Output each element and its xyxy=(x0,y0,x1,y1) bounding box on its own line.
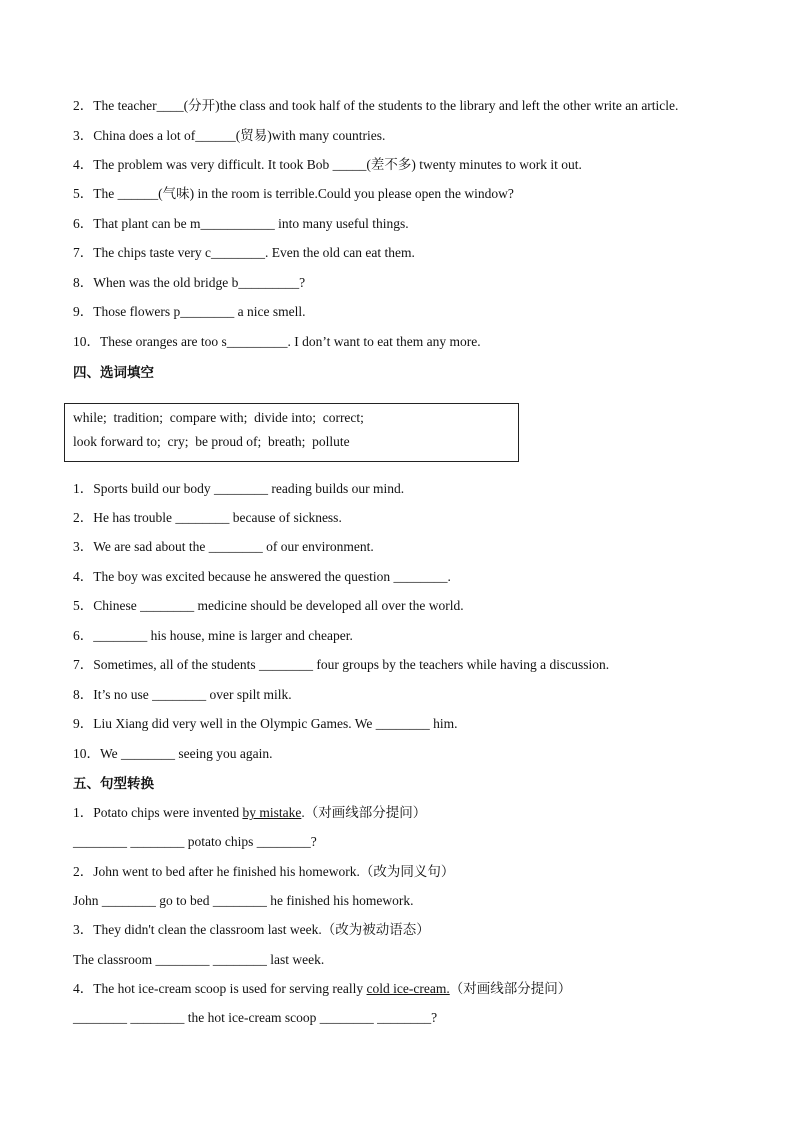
section4-item-2: 2．He has trouble ________ because of sickness. xyxy=(73,510,342,525)
section3-item-10: 10．These oranges are too s_________. I don’t want to eat them any more. xyxy=(73,334,481,349)
section3-item-7: 7．The chips taste very c________. Even the old can eat them. xyxy=(73,245,415,260)
section4-item-9: 9．Liu Xiang did very well in the Olympic Games. We ________ him. xyxy=(73,716,458,731)
section4-item-7: 7．Sometimes, all of the students ________ four groups by the teachers while having a discussion. xyxy=(73,657,610,672)
word-bank-line-1: while; tradition; compare with; divide into; correct; xyxy=(73,410,364,425)
section5-q3-answer: The classroom ________ ________ last week. xyxy=(73,952,325,967)
word-bank-box xyxy=(64,403,519,462)
section5-q1-answer: ________ ________ potato chips ________? xyxy=(73,834,317,849)
section4-item-5: 5．Chinese ________ medicine should be developed all over the world. xyxy=(73,598,464,613)
section3-item-9: 9．Those flowers p________ a nice smell. xyxy=(73,304,306,319)
q1-text-post: .（对画线部分提问） xyxy=(301,805,427,820)
section3-item-6: 6．That plant can be m___________ into many useful things. xyxy=(73,216,409,231)
section5-q2-answer: John ________ go to bed ________ he finished his homework. xyxy=(73,893,414,908)
section4-item-8: 8．It’s no use ________ over spilt milk. xyxy=(73,687,292,702)
section3-item-8: 8．When was the old bridge b_________? xyxy=(73,275,306,290)
q1-underlined-phrase: by mistake xyxy=(242,805,302,820)
section4-item-10: 10．We ________ seeing you again. xyxy=(73,746,273,761)
section5-title: 五、句型转换 xyxy=(73,776,154,792)
section4-item-4: 4．The boy was excited because he answered the question ________. xyxy=(73,569,451,584)
section4-item-6: 6．________ his house, mine is larger and cheaper. xyxy=(73,628,353,643)
section5-q1 xyxy=(73,804,426,822)
section3-item-3: 3．China does a lot of______(贸易)with many countries. xyxy=(73,128,386,143)
section4-title: 四、选词填空 xyxy=(73,365,154,381)
q4-text-pre: 4．The hot ice-cream scoop is used for serving really xyxy=(73,981,367,996)
section5-q2: 2．John went to bed after he finished his homework.（改为同义句） xyxy=(73,864,455,879)
section5-q4-answer: ________ ________ the hot ice-cream scoop ________ ________? xyxy=(73,1010,438,1025)
section3-item-5: 5．The ______(气味) in the room is terrible.Could you please open the window? xyxy=(73,186,514,201)
section4-item-1: 1．Sports build our body ________ reading builds our mind. xyxy=(73,481,405,496)
q4-underlined-phrase: cold ice-cream. xyxy=(366,981,450,996)
section3-item-2: 2．The teacher____(分开)the class and took half of the students to the library and left the other write an article. xyxy=(73,98,679,113)
section4-item-3: 3．We are sad about the ________ of our environment. xyxy=(73,539,374,554)
q4-text-post: （对画线部分提问） xyxy=(449,981,572,996)
section5-q4 xyxy=(73,980,571,998)
section5-q3: 3．They didn't clean the classroom last week.（改为被动语态） xyxy=(73,922,430,937)
word-bank-line-2: look forward to; cry; be proud of; breath; pollute xyxy=(73,434,350,449)
section3-item-4: 4．The problem was very difficult. It took Bob _____(差不多) twenty minutes to work it out. xyxy=(73,157,582,172)
q1-text-pre: 1．Potato chips were invented xyxy=(73,805,243,820)
